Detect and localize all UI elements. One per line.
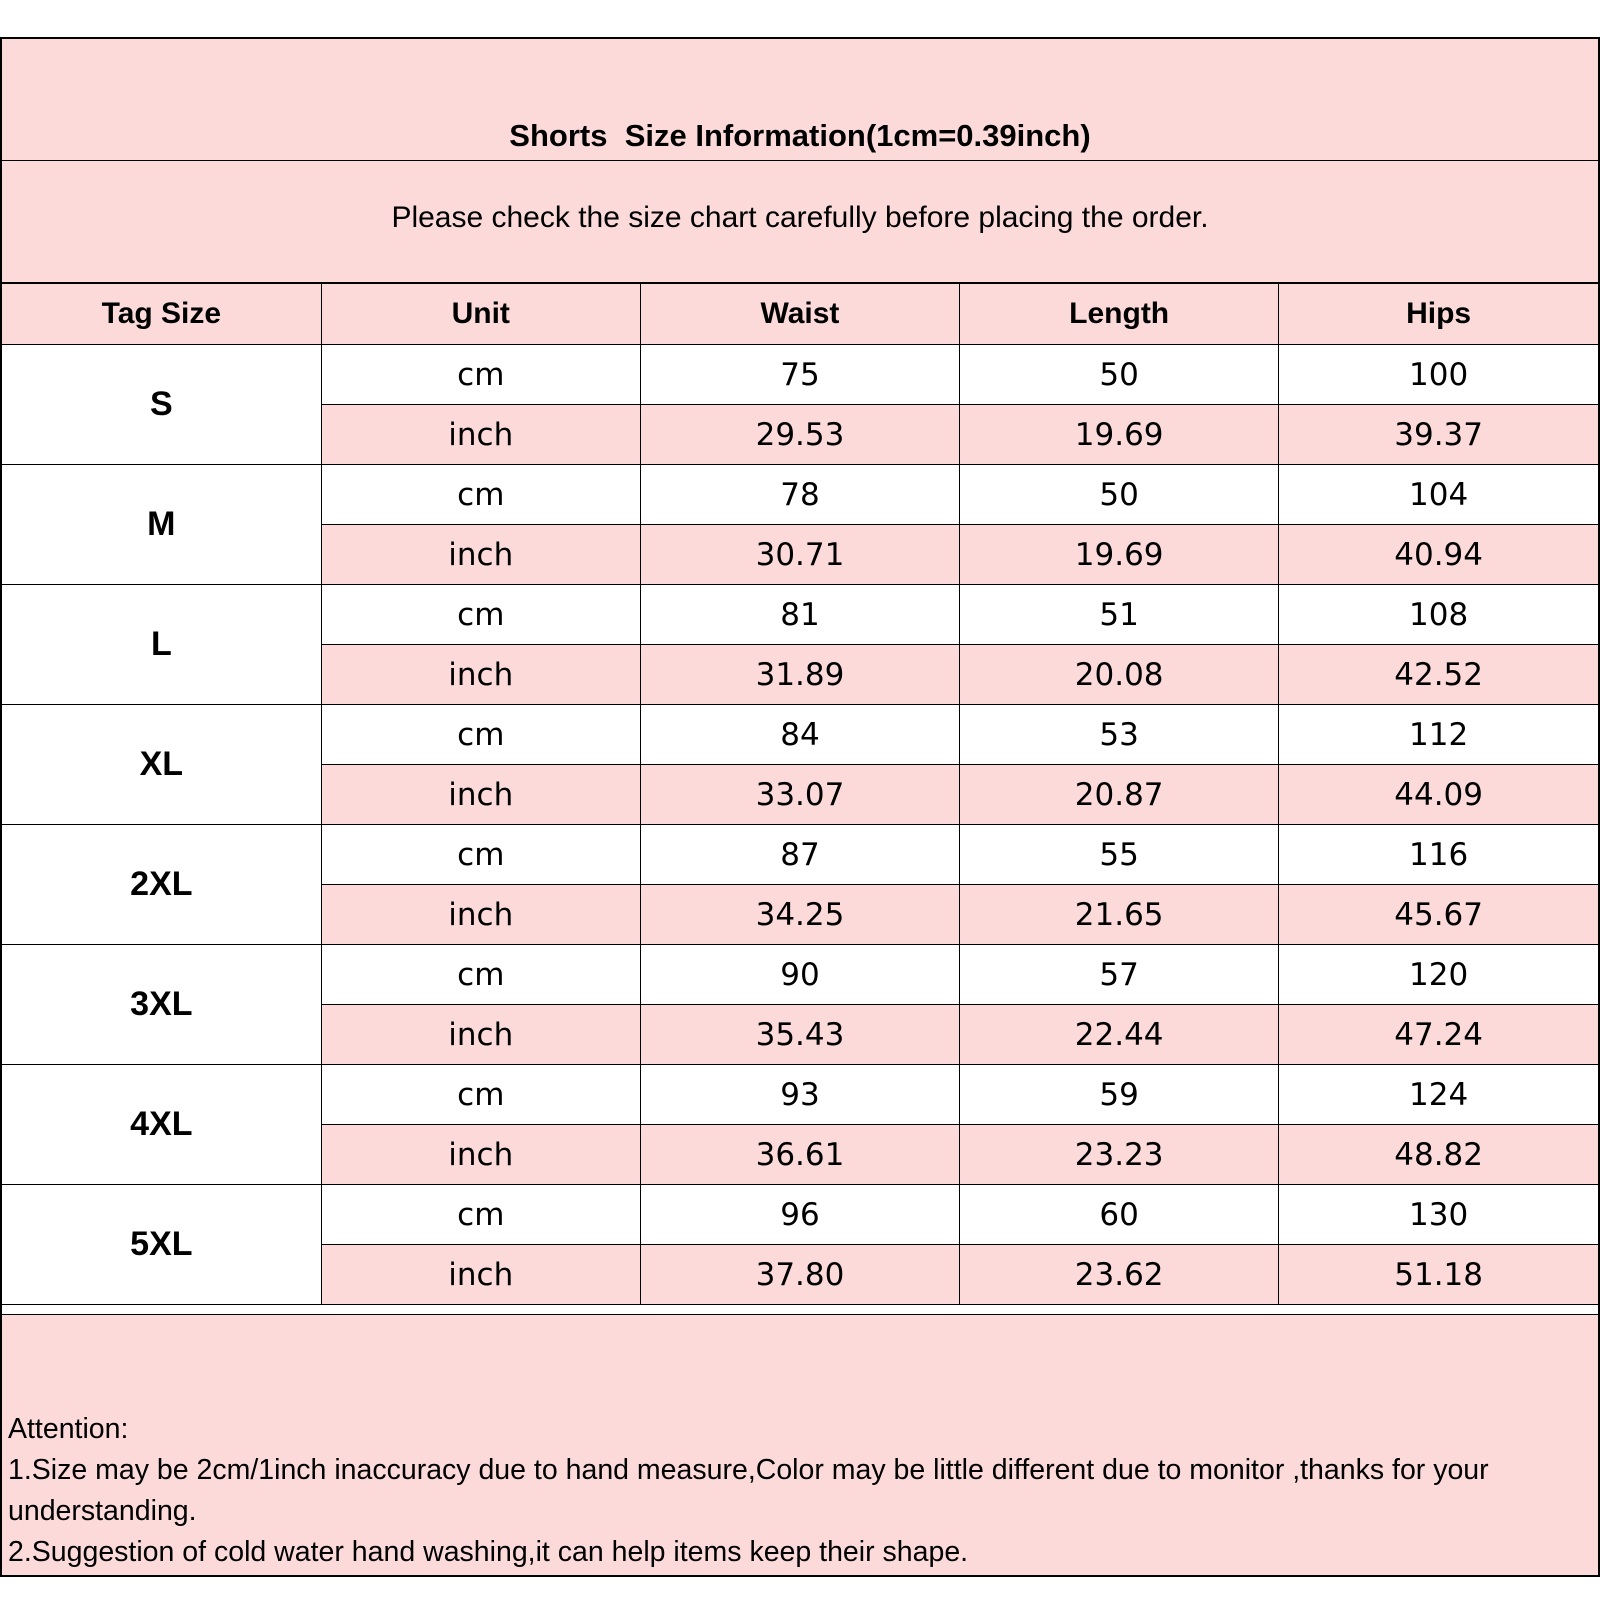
- length-cell: 19.69: [960, 525, 1279, 585]
- table-row: [2, 1185, 1598, 1245]
- chart-title: Shorts Size Information(1cm=0.39inch): [509, 118, 1091, 153]
- length-cell: 22.44: [960, 1005, 1279, 1065]
- waist-cell: 81: [640, 585, 959, 645]
- waist-cell: 84: [640, 705, 959, 765]
- table-row: [2, 705, 1598, 765]
- waist-cell: 31.89: [640, 645, 959, 705]
- length-cell: 23.62: [960, 1245, 1279, 1305]
- unit-cell: cm: [321, 1185, 640, 1245]
- attention-notes: [8, 1409, 1590, 1573]
- waist-cell: 37.80: [640, 1245, 959, 1305]
- length-cell: 55: [960, 825, 1279, 885]
- unit-cell: cm: [321, 825, 640, 885]
- hips-cell: 100: [1279, 345, 1598, 405]
- waist-cell: 36.61: [640, 1125, 959, 1185]
- header-length: Length: [960, 284, 1279, 345]
- length-cell: 20.08: [960, 645, 1279, 705]
- size-table: [2, 283, 1598, 1305]
- unit-cell: inch: [321, 1245, 640, 1305]
- length-cell: 50: [960, 345, 1279, 405]
- waist-cell: 93: [640, 1065, 959, 1125]
- table-row: [2, 945, 1598, 1005]
- tag-size-cell: 5XL: [2, 1185, 321, 1305]
- unit-cell: inch: [321, 765, 640, 825]
- unit-cell: inch: [321, 645, 640, 705]
- hips-cell: 48.82: [1279, 1125, 1598, 1185]
- tag-size-cell: XL: [2, 705, 321, 825]
- waist-cell: 34.25: [640, 885, 959, 945]
- hips-cell: 104: [1279, 465, 1598, 525]
- length-cell: 51: [960, 585, 1279, 645]
- unit-cell: cm: [321, 1065, 640, 1125]
- unit-cell: cm: [321, 945, 640, 1005]
- hips-cell: 42.52: [1279, 645, 1598, 705]
- unit-cell: inch: [321, 1125, 640, 1185]
- unit-cell: inch: [321, 405, 640, 465]
- size-chart: [0, 37, 1600, 1577]
- header-waist: Waist: [640, 284, 959, 345]
- unit-cell: inch: [321, 525, 640, 585]
- waist-cell: 35.43: [640, 1005, 959, 1065]
- length-cell: 53: [960, 705, 1279, 765]
- waist-cell: 75: [640, 345, 959, 405]
- hips-cell: 51.18: [1279, 1245, 1598, 1305]
- header-unit: Unit: [321, 284, 640, 345]
- notes-band: [2, 1314, 1598, 1575]
- hips-cell: 120: [1279, 945, 1598, 1005]
- hips-cell: 40.94: [1279, 525, 1598, 585]
- tag-size-cell: 3XL: [2, 945, 321, 1065]
- length-cell: 50: [960, 465, 1279, 525]
- table-row: [2, 1065, 1598, 1125]
- waist-cell: 87: [640, 825, 959, 885]
- table-row: [2, 465, 1598, 525]
- hips-cell: 39.37: [1279, 405, 1598, 465]
- waist-cell: 33.07: [640, 765, 959, 825]
- notes-heading: Attention:: [8, 1413, 129, 1445]
- waist-cell: 30.71: [640, 525, 959, 585]
- hips-cell: 45.67: [1279, 885, 1598, 945]
- hips-cell: 47.24: [1279, 1005, 1598, 1065]
- notes-line-1: 1.Size may be 2cm/1inch inaccuracy due to hand measure,Color may be little different due to monitor ,thanks for your understanding.: [8, 1454, 1489, 1527]
- waist-cell: 78: [640, 465, 959, 525]
- tag-size-cell: L: [2, 585, 321, 705]
- waist-cell: 96: [640, 1185, 959, 1245]
- length-cell: 59: [960, 1065, 1279, 1125]
- unit-cell: inch: [321, 885, 640, 945]
- header-row: [2, 284, 1598, 345]
- table-row: [2, 345, 1598, 405]
- tag-size-cell: 4XL: [2, 1065, 321, 1185]
- notes-line-2: 2.Suggestion of cold water hand washing,it can help items keep their shape.: [8, 1536, 969, 1568]
- length-cell: 21.65: [960, 885, 1279, 945]
- unit-cell: cm: [321, 345, 640, 405]
- unit-cell: cm: [321, 705, 640, 765]
- table-row: [2, 585, 1598, 645]
- title-band: [2, 39, 1598, 161]
- header-tag-size: Tag Size: [2, 284, 321, 345]
- hips-cell: 130: [1279, 1185, 1598, 1245]
- hips-cell: 116: [1279, 825, 1598, 885]
- length-cell: 19.69: [960, 405, 1279, 465]
- hips-cell: 108: [1279, 585, 1598, 645]
- tag-size-cell: M: [2, 465, 321, 585]
- hips-cell: 44.09: [1279, 765, 1598, 825]
- hips-cell: 124: [1279, 1065, 1598, 1125]
- unit-cell: cm: [321, 465, 640, 525]
- length-cell: 23.23: [960, 1125, 1279, 1185]
- subtitle-band: [2, 161, 1598, 283]
- tag-size-cell: S: [2, 345, 321, 465]
- chart-subtitle: Please check the size chart carefully before placing the order.: [391, 201, 1209, 234]
- hips-cell: 112: [1279, 705, 1598, 765]
- header-hips: Hips: [1279, 284, 1598, 345]
- unit-cell: cm: [321, 585, 640, 645]
- length-cell: 60: [960, 1185, 1279, 1245]
- tag-size-cell: 2XL: [2, 825, 321, 945]
- length-cell: 57: [960, 945, 1279, 1005]
- unit-cell: inch: [321, 1005, 640, 1065]
- waist-cell: 90: [640, 945, 959, 1005]
- length-cell: 20.87: [960, 765, 1279, 825]
- waist-cell: 29.53: [640, 405, 959, 465]
- table-row: [2, 825, 1598, 885]
